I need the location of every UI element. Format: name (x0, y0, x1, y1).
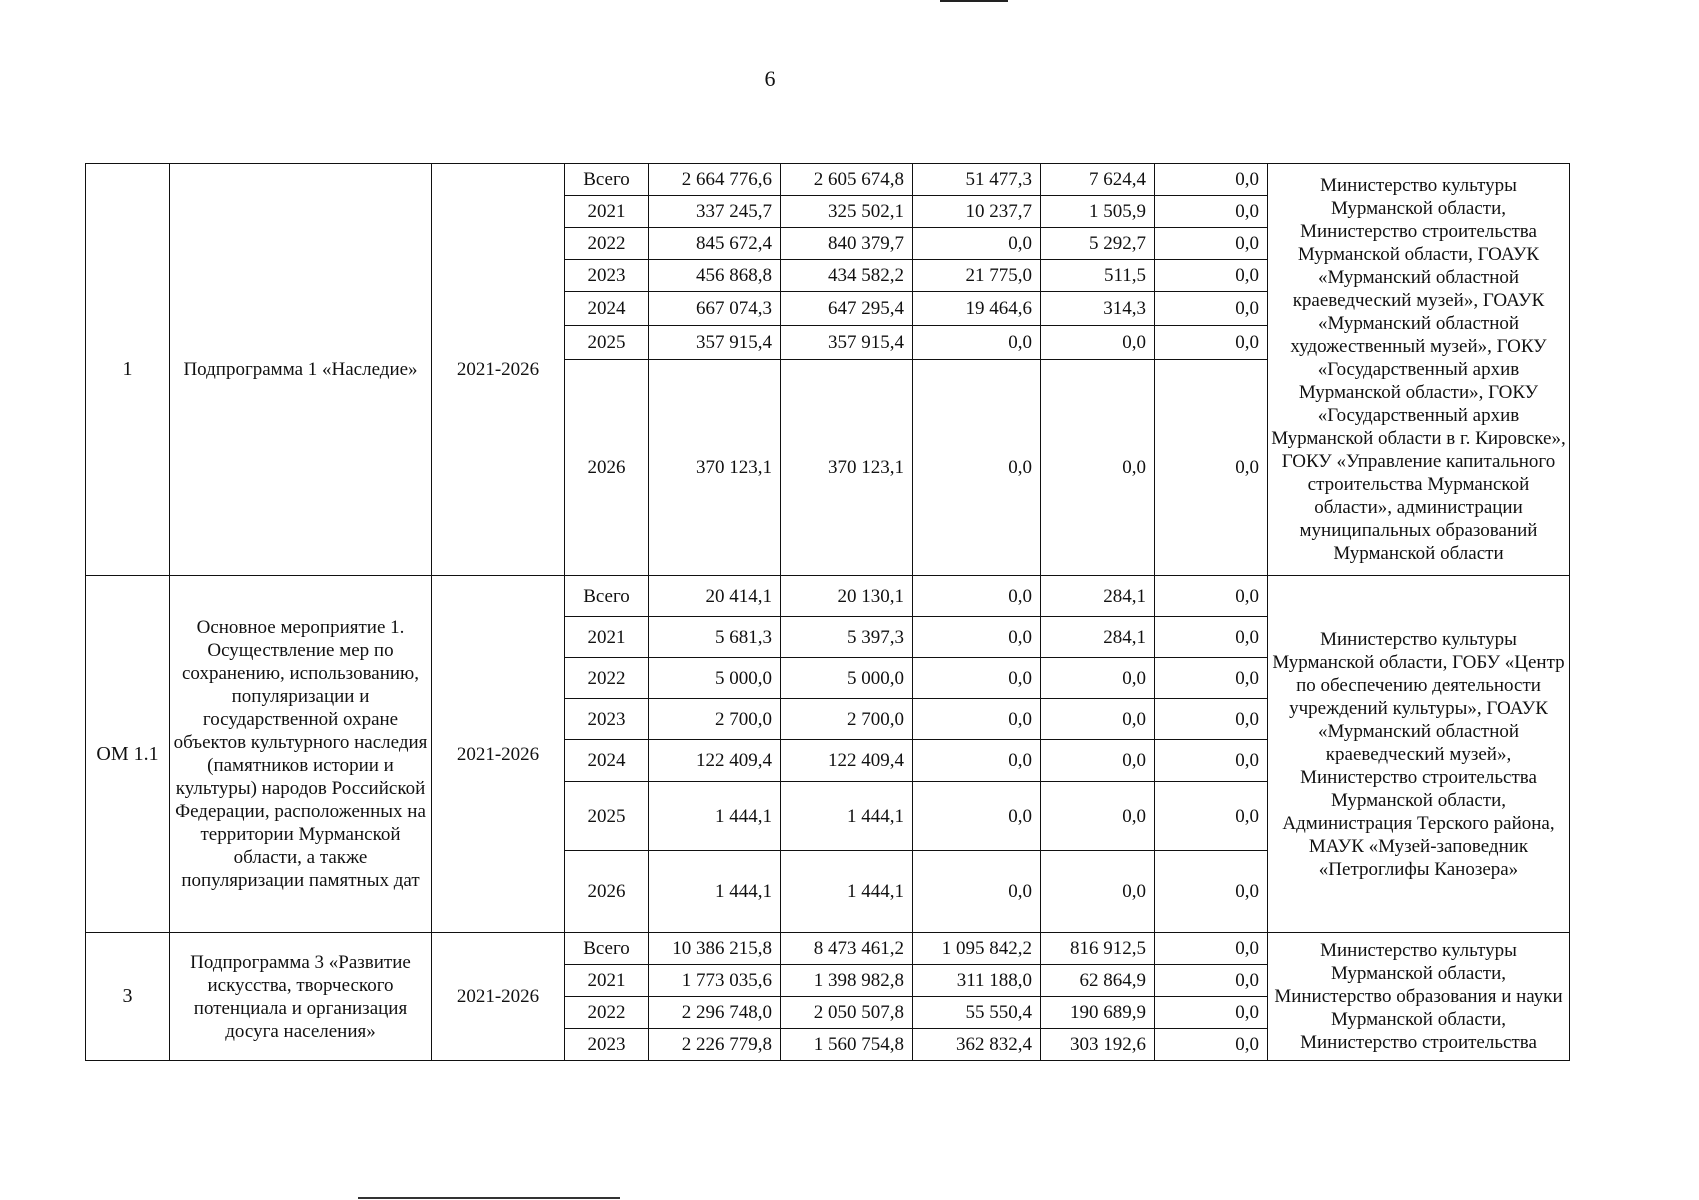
amount-cell: 5 397,3 (781, 617, 913, 658)
year-cell: Всего (565, 576, 649, 617)
year-cell: Всего (565, 933, 649, 965)
amount-cell: 311 188,0 (913, 965, 1041, 997)
amount-cell: 1 560 754,8 (781, 1029, 913, 1061)
amount-cell: 1 398 982,8 (781, 965, 913, 997)
amount-cell: 370 123,1 (781, 360, 913, 576)
amount-cell: 190 689,9 (1041, 997, 1155, 1029)
amount-cell: 0,0 (1155, 740, 1268, 782)
row-period-cell: 2021-2026 (432, 576, 565, 933)
amount-cell: 303 192,6 (1041, 1029, 1155, 1061)
amount-cell: 0,0 (1155, 699, 1268, 740)
amount-cell: 0,0 (1041, 658, 1155, 699)
amount-cell: 2 050 507,8 (781, 997, 913, 1029)
year-cell: 2021 (565, 965, 649, 997)
year-cell: 2026 (565, 360, 649, 576)
amount-cell: 1 773 035,6 (649, 965, 781, 997)
amount-cell: 1 444,1 (649, 851, 781, 933)
amount-cell: 845 672,4 (649, 228, 781, 260)
amount-cell: 2 605 674,8 (781, 164, 913, 196)
amount-cell: 10 386 215,8 (649, 933, 781, 965)
year-cell: 2025 (565, 782, 649, 851)
amount-cell: 337 245,7 (649, 196, 781, 228)
amount-cell: 456 868,8 (649, 260, 781, 292)
amount-cell: 0,0 (913, 782, 1041, 851)
amount-cell: 8 473 461,2 (781, 933, 913, 965)
amount-cell: 0,0 (1155, 933, 1268, 965)
amount-cell: 2 226 779,8 (649, 1029, 781, 1061)
amount-cell: 1 444,1 (781, 782, 913, 851)
amount-cell: 1 505,9 (1041, 196, 1155, 228)
row-name-cell: Основное мероприятие 1. Осуществление мер по сохранению, использованию, популяризации и государственной охране объектов культурного наследия (памятников истории и культуры) народов Российской Федерации, расположенных на территории Мурманской области, а также популяризации памятных дат (170, 576, 432, 933)
amount-cell: 62 864,9 (1041, 965, 1155, 997)
amount-cell: 0,0 (1155, 292, 1268, 326)
amount-cell: 357 915,4 (649, 326, 781, 360)
amount-cell: 0,0 (1155, 164, 1268, 196)
amount-cell: 0,0 (1155, 326, 1268, 360)
amount-cell: 816 912,5 (1041, 933, 1155, 965)
amount-cell: 0,0 (913, 851, 1041, 933)
amount-cell: 314,3 (1041, 292, 1155, 326)
amount-cell: 0,0 (1155, 1029, 1268, 1061)
amount-cell: 511,5 (1041, 260, 1155, 292)
amount-cell: 51 477,3 (913, 164, 1041, 196)
amount-cell: 0,0 (1155, 997, 1268, 1029)
bottom-edge-mark (358, 1197, 620, 1199)
budget-table (85, 163, 1570, 1061)
amount-cell: 5 000,0 (781, 658, 913, 699)
year-cell: 2023 (565, 1029, 649, 1061)
amount-cell: 647 295,4 (781, 292, 913, 326)
year-cell: 2021 (565, 617, 649, 658)
amount-cell: 284,1 (1041, 576, 1155, 617)
amount-cell: 0,0 (913, 576, 1041, 617)
amount-cell: 0,0 (913, 740, 1041, 782)
amount-cell: 122 409,4 (781, 740, 913, 782)
amount-cell: 0,0 (913, 360, 1041, 576)
year-cell: 2022 (565, 997, 649, 1029)
amount-cell: 2 664 776,6 (649, 164, 781, 196)
amount-cell: 55 550,4 (913, 997, 1041, 1029)
amount-cell: 0,0 (1155, 658, 1268, 699)
amount-cell: 122 409,4 (649, 740, 781, 782)
year-cell: 2024 (565, 292, 649, 326)
executors-cell: Министерство культуры Мурманской области, Министерство строительства Мурманской области, ГОАУК «Мурманский областной краеведческий музей», ГОАУК «Мурманский областной художественный музей», ГОКУ «Государственный архив Мурманской области», ГОКУ «Государственный архив Мурманской области в г. Кировске», ГОКУ «Управление капитального строительства Мурманской области», администрации муниципальных образований Мурманской области (1268, 164, 1570, 576)
year-cell: Всего (565, 164, 649, 196)
amount-cell: 2 700,0 (781, 699, 913, 740)
amount-cell: 0,0 (1155, 196, 1268, 228)
table-row (86, 576, 1570, 617)
amount-cell: 5 292,7 (1041, 228, 1155, 260)
amount-cell: 0,0 (913, 699, 1041, 740)
row-code-cell: 3 (86, 933, 170, 1061)
row-period-cell: 2021-2026 (432, 933, 565, 1061)
amount-cell: 0,0 (1155, 851, 1268, 933)
amount-cell: 10 237,7 (913, 196, 1041, 228)
amount-cell: 1 444,1 (781, 851, 913, 933)
year-cell: 2026 (565, 851, 649, 933)
amount-cell: 7 624,4 (1041, 164, 1155, 196)
executors-cell: Министерство культуры Мурманской области, Министерство образования и науки Мурманской области, Министерство строительства (1268, 933, 1570, 1061)
amount-cell: 0,0 (913, 228, 1041, 260)
amount-cell: 0,0 (1041, 360, 1155, 576)
amount-cell: 370 123,1 (649, 360, 781, 576)
amount-cell: 0,0 (913, 617, 1041, 658)
amount-cell: 0,0 (1155, 617, 1268, 658)
amount-cell: 1 095 842,2 (913, 933, 1041, 965)
row-period-cell: 2021-2026 (432, 164, 565, 576)
top-edge-mark (940, 0, 1008, 2)
amount-cell: 0,0 (1155, 228, 1268, 260)
year-cell: 2022 (565, 658, 649, 699)
amount-cell: 2 700,0 (649, 699, 781, 740)
amount-cell: 667 074,3 (649, 292, 781, 326)
year-cell: 2022 (565, 228, 649, 260)
year-cell: 2021 (565, 196, 649, 228)
amount-cell: 362 832,4 (913, 1029, 1041, 1061)
amount-cell: 0,0 (913, 326, 1041, 360)
amount-cell: 0,0 (1041, 326, 1155, 360)
table-row (86, 933, 1570, 965)
amount-cell: 325 502,1 (781, 196, 913, 228)
amount-cell: 5 000,0 (649, 658, 781, 699)
amount-cell: 0,0 (1041, 699, 1155, 740)
year-cell: 2023 (565, 260, 649, 292)
amount-cell: 284,1 (1041, 617, 1155, 658)
row-name-cell: Подпрограмма 3 «Развитие искусства, творческого потенциала и организация досуга населения» (170, 933, 432, 1061)
year-cell: 2025 (565, 326, 649, 360)
amount-cell: 840 379,7 (781, 228, 913, 260)
amount-cell: 0,0 (1155, 260, 1268, 292)
amount-cell: 0,0 (1155, 576, 1268, 617)
year-cell: 2023 (565, 699, 649, 740)
amount-cell: 2 296 748,0 (649, 997, 781, 1029)
executors-cell: Министерство культуры Мурманской области, ГОБУ «Центр по обеспечению деятельности учреждений культуры», ГОАУК «Мурманский областной краеведческий музей», Министерство строительства Мурманской области, Администрация Терского района, МАУК «Музей-заповедник «Петроглифы Канозера» (1268, 576, 1570, 933)
row-code-cell: ОМ 1.1 (86, 576, 170, 933)
amount-cell: 5 681,3 (649, 617, 781, 658)
amount-cell: 19 464,6 (913, 292, 1041, 326)
year-cell: 2024 (565, 740, 649, 782)
amount-cell: 20 414,1 (649, 576, 781, 617)
table-body (86, 164, 1570, 1061)
amount-cell: 0,0 (1155, 360, 1268, 576)
amount-cell: 0,0 (1041, 782, 1155, 851)
row-name-cell: Подпрограмма 1 «Наследие» (170, 164, 432, 576)
row-code-cell: 1 (86, 164, 170, 576)
page-number: 6 (764, 66, 776, 91)
table-row (86, 164, 1570, 196)
amount-cell: 0,0 (1041, 740, 1155, 782)
amount-cell: 0,0 (1041, 851, 1155, 933)
amount-cell: 20 130,1 (781, 576, 913, 617)
amount-cell: 434 582,2 (781, 260, 913, 292)
amount-cell: 0,0 (1155, 782, 1268, 851)
amount-cell: 357 915,4 (781, 326, 913, 360)
amount-cell: 0,0 (1155, 965, 1268, 997)
amount-cell: 0,0 (913, 658, 1041, 699)
amount-cell: 21 775,0 (913, 260, 1041, 292)
amount-cell: 1 444,1 (649, 782, 781, 851)
